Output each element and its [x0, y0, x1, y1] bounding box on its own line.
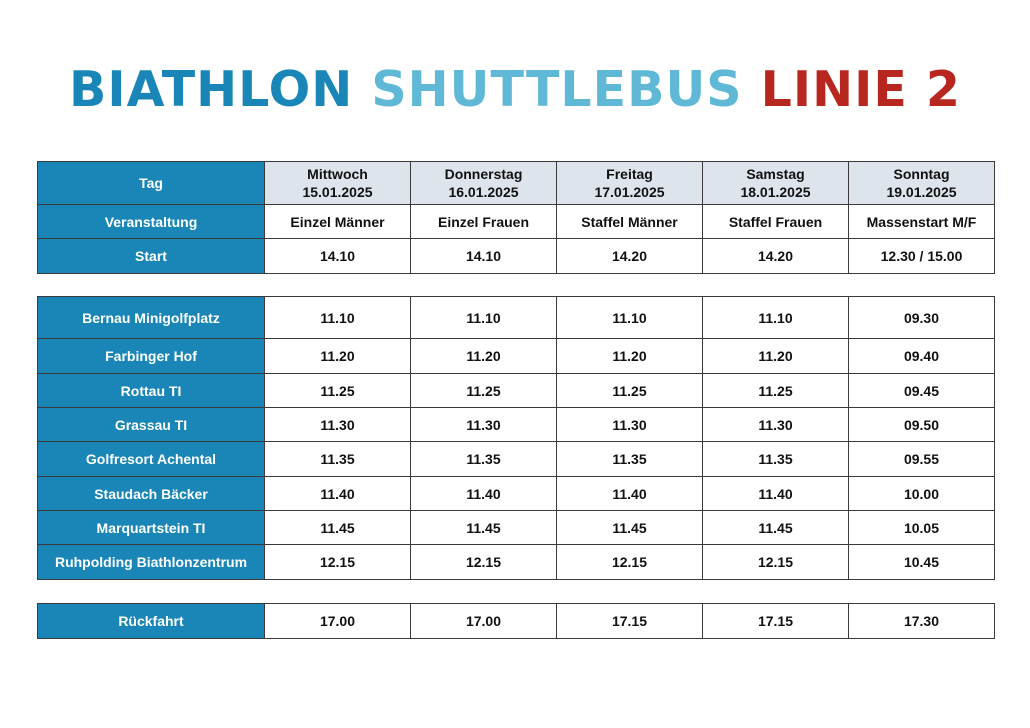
date: 17.01.2025	[594, 184, 665, 200]
stop-name: Staudach Bäcker	[38, 477, 265, 511]
time-cell: 09.40	[849, 339, 995, 374]
time-cell: 09.45	[849, 374, 995, 408]
table-row	[38, 545, 995, 580]
event-cell: Einzel Männer	[265, 205, 411, 239]
start-label: Start	[38, 239, 265, 274]
event-cell: Einzel Frauen	[411, 205, 557, 239]
time-cell: 11.25	[265, 374, 411, 408]
start-cell: 14.20	[557, 239, 703, 274]
time-cell: 11.30	[411, 408, 557, 442]
table-row	[38, 339, 995, 374]
veranstaltung-label: Veranstaltung	[38, 205, 265, 239]
weekday: Donnerstag	[444, 166, 523, 182]
time-cell: 11.10	[265, 297, 411, 339]
return-table	[37, 603, 995, 639]
time-cell: 10.05	[849, 511, 995, 545]
event-row	[38, 205, 995, 239]
table-row	[38, 477, 995, 511]
date: 19.01.2025	[886, 184, 957, 200]
stop-name: Ruhpolding Biathlonzentrum	[38, 545, 265, 580]
stop-name: Grassau TI	[38, 408, 265, 442]
schedule-header-table	[37, 161, 995, 274]
start-cell: 12.30 / 15.00	[849, 239, 995, 274]
day-cell	[265, 162, 411, 205]
weekday: Sonntag	[893, 166, 950, 182]
day-cell	[557, 162, 703, 205]
date: 16.01.2025	[448, 184, 519, 200]
weekday: Mittwoch	[307, 166, 368, 182]
time-cell: 12.15	[411, 545, 557, 580]
table-row	[38, 442, 995, 477]
time-cell: 17.30	[849, 604, 995, 639]
date: 15.01.2025	[302, 184, 373, 200]
day-cell	[411, 162, 557, 205]
time-cell: 11.35	[557, 442, 703, 477]
title-shuttlebus: SHUTTLEBUS	[371, 61, 743, 118]
time-cell: 10.00	[849, 477, 995, 511]
time-cell: 11.45	[265, 511, 411, 545]
table-row	[38, 374, 995, 408]
return-label: Rückfahrt	[38, 604, 265, 639]
start-cell: 14.20	[703, 239, 849, 274]
time-cell: 11.45	[703, 511, 849, 545]
time-cell: 11.25	[557, 374, 703, 408]
time-cell: 09.50	[849, 408, 995, 442]
stops-table	[37, 296, 995, 580]
time-cell: 09.30	[849, 297, 995, 339]
time-cell: 12.15	[557, 545, 703, 580]
event-cell: Massenstart M/F	[849, 205, 995, 239]
time-cell: 12.15	[265, 545, 411, 580]
start-row	[38, 239, 995, 274]
time-cell: 11.10	[703, 297, 849, 339]
stop-name: Marquartstein TI	[38, 511, 265, 545]
time-cell: 17.15	[703, 604, 849, 639]
time-cell: 11.35	[411, 442, 557, 477]
weekday: Freitag	[606, 166, 653, 182]
time-cell: 11.25	[411, 374, 557, 408]
stop-name: Farbinger Hof	[38, 339, 265, 374]
time-cell: 11.10	[411, 297, 557, 339]
date: 18.01.2025	[740, 184, 811, 200]
time-cell: 17.00	[265, 604, 411, 639]
time-cell: 11.45	[411, 511, 557, 545]
time-cell: 12.15	[703, 545, 849, 580]
event-cell: Staffel Männer	[557, 205, 703, 239]
time-cell: 11.20	[411, 339, 557, 374]
time-cell: 11.30	[703, 408, 849, 442]
weekday: Samstag	[746, 166, 805, 182]
time-cell: 11.35	[265, 442, 411, 477]
tag-label: Tag	[38, 162, 265, 205]
stop-name: Bernau Minigolfplatz	[38, 297, 265, 339]
day-row	[38, 162, 995, 205]
start-cell: 14.10	[265, 239, 411, 274]
table-row	[38, 408, 995, 442]
time-cell: 11.20	[557, 339, 703, 374]
day-cell	[703, 162, 849, 205]
time-cell: 11.25	[703, 374, 849, 408]
time-cell: 11.20	[703, 339, 849, 374]
time-cell: 11.20	[265, 339, 411, 374]
time-cell: 11.40	[265, 477, 411, 511]
title-biathlon: BIATHLON	[69, 61, 354, 118]
page-title	[0, 60, 1030, 120]
time-cell: 11.40	[411, 477, 557, 511]
event-cell: Staffel Frauen	[703, 205, 849, 239]
stop-name: Golfresort Achental	[38, 442, 265, 477]
stop-name: Rottau TI	[38, 374, 265, 408]
time-cell: 11.40	[703, 477, 849, 511]
time-cell: 11.30	[557, 408, 703, 442]
time-cell: 09.55	[849, 442, 995, 477]
title-linie: LINIE 2	[760, 61, 961, 118]
day-cell	[849, 162, 995, 205]
time-cell: 11.40	[557, 477, 703, 511]
table-row	[38, 511, 995, 545]
time-cell: 11.45	[557, 511, 703, 545]
table-row	[38, 297, 995, 339]
time-cell: 11.35	[703, 442, 849, 477]
time-cell: 11.10	[557, 297, 703, 339]
return-row	[38, 604, 995, 639]
time-cell: 11.30	[265, 408, 411, 442]
start-cell: 14.10	[411, 239, 557, 274]
time-cell: 10.45	[849, 545, 995, 580]
time-cell: 17.15	[557, 604, 703, 639]
time-cell: 17.00	[411, 604, 557, 639]
